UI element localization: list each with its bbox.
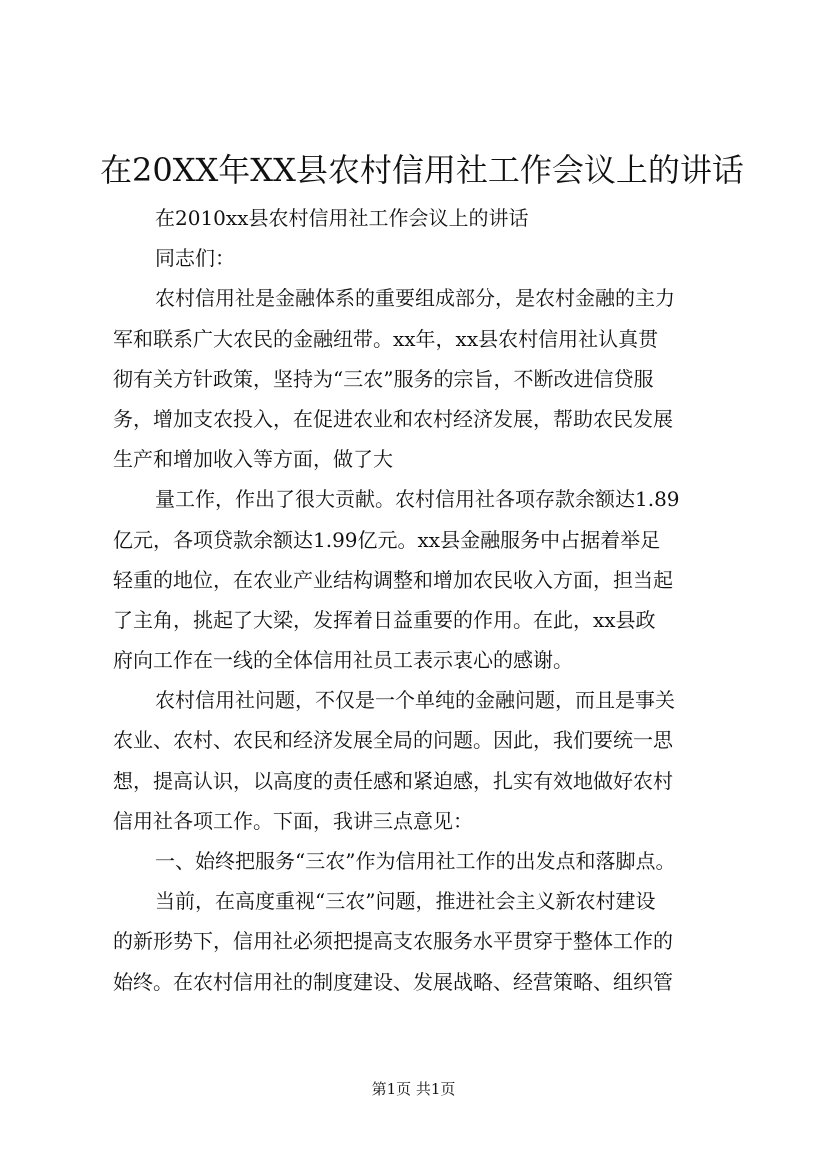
text-line: 当前，在高度重视“三农”问题，推进社会主义新农村建设 bbox=[155, 889, 656, 914]
document-title: 在20XX年XX县农村信用社工作会议上的讲话 bbox=[100, 151, 744, 189]
text-line: 轻重的地位，在农业产业结构调整和增加农民收入方面，担当起 bbox=[113, 567, 673, 592]
text-line: 同志们： bbox=[155, 246, 235, 271]
text-line: 彻有关方针政策，坚持为“三农”服务的宗旨，不断改进信贷服 bbox=[113, 366, 654, 391]
text-line: 始终。在农村信用社的制度建设、发展战略、经营策略、组织管 bbox=[113, 969, 673, 994]
text-line: 的新形势下，信用社必须把提高支农服务水平贯穿于整体工作的 bbox=[113, 929, 673, 954]
page-footer: 第1页 共1页 bbox=[371, 1080, 456, 1098]
text-line: 一、始终把服务“三农”作为信用社工作的出发点和落脚点。 bbox=[155, 849, 676, 873]
text-line: 了主角，挑起了大梁，发挥着日益重要的作用。在此，xx县政 bbox=[113, 607, 656, 632]
text-line: 想，提高认识，以高度的责任感和紧迫感，扎实有效地做好农村 bbox=[113, 768, 673, 793]
text-line: 亿元，各项贷款余额达1.99亿元。xx县金融服务中占据着举足 bbox=[113, 527, 661, 552]
text-line: 府向工作在一线的全体信用社员工表示衷心的感谢。 bbox=[113, 648, 573, 673]
text-line: 生产和增加收入等方面，做了大 bbox=[113, 447, 393, 472]
text-line: 务，增加支农投入，在促进农业和农村经济发展，帮助农民发展 bbox=[113, 406, 673, 431]
text-line: 农村信用社问题，不仅是一个单纯的金融问题，而且是事关 bbox=[155, 688, 675, 713]
text-line: 在2010xx县农村信用社工作会议上的讲话 bbox=[155, 206, 529, 230]
text-line: 农村信用社是金融体系的重要组成部分，是农村金融的主力 bbox=[155, 286, 675, 311]
text-line: 农业、农村、农民和经济发展全局的问题。因此，我们要统一思 bbox=[113, 728, 673, 753]
document-body bbox=[113, 198, 723, 1002]
text-line: 信用社各项工作。下面，我讲三点意见： bbox=[113, 808, 473, 833]
text-line: 量工作，作出了很大贡献。农村信用社各项存款余额达1.89 bbox=[155, 487, 680, 512]
text-line: 军和联系广大农民的金融纽带。xx年，xx县农村信用社认真贯 bbox=[113, 326, 659, 351]
